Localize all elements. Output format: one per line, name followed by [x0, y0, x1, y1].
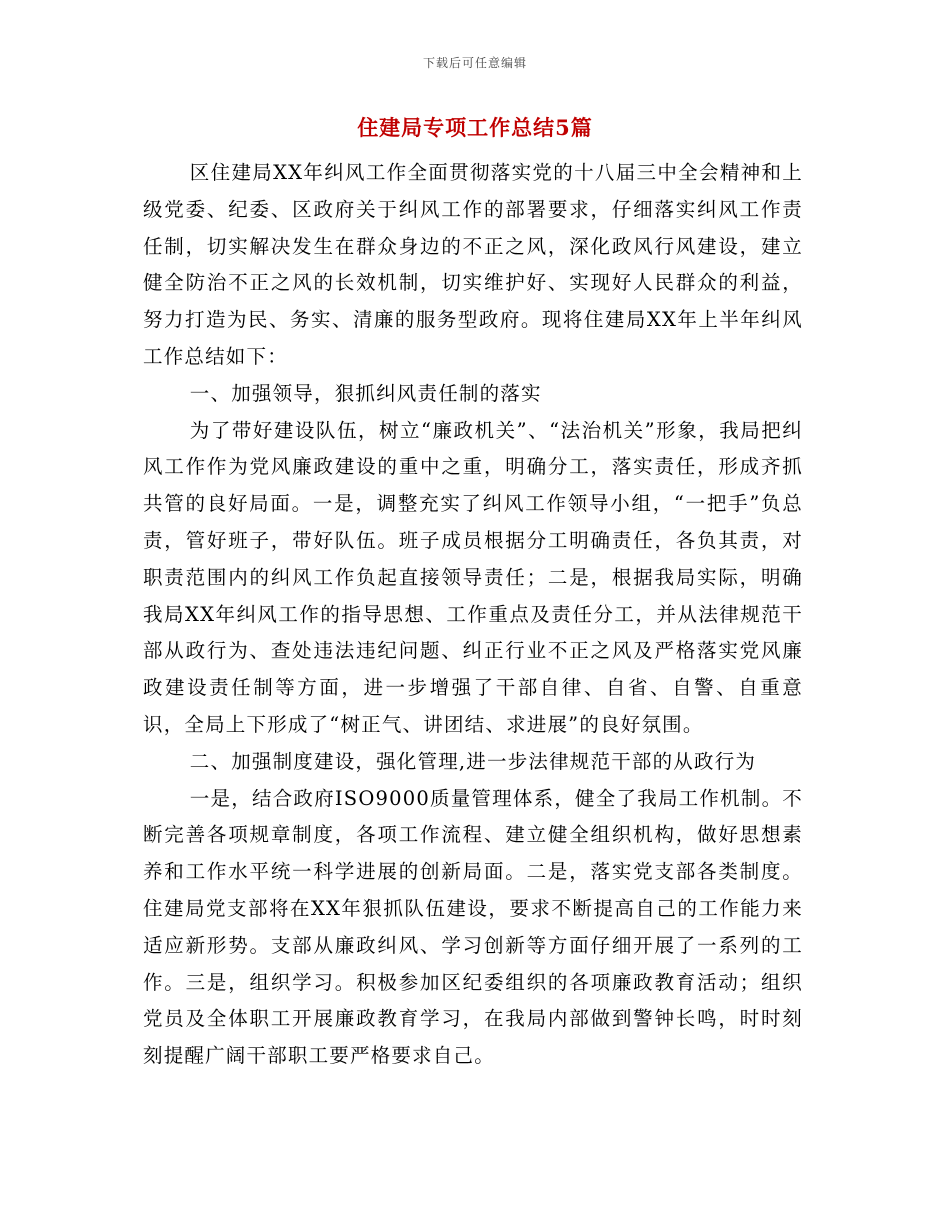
document-body: [143, 155, 803, 1075]
header-note: 下载后可任意编辑: [422, 56, 527, 70]
document-title: 住建局专项工作总结5篇: [357, 115, 593, 140]
paragraph-section-2: 一是，结合政府ISO9000质量管理体系，健全了我局工作机制。不断完善各项规章制度，各项工作流程、建立健全组织机构，做好思想素养和工作水平统一科学进展的创新局面。二是，落实党支部各类制度。住建局党支部将在XX年狠抓队伍建设，要求不断提高自己的工作能力来适应新形势。支部从廉政纠风、学习创新等方面仔细开展了一系列的工作。三是，组织学习。积极参加区纪委组织的各项廉政教育活动；组织党员及全体职工开展廉政教育学习，在我局内部做到警钟长鸣，时时刻刻提醒广阔干部职工要严格要求自己。: [143, 786, 803, 1068]
paragraph-intro: 区住建局XX年纠风工作全面贯彻落实党的十八届三中全会精神和上级党委、纪委、区政府关于纠风工作的部署要求，仔细落实纠风工作责任制，切实解决发生在群众身边的不正之风，深化政风行风建设，建立健全防治不正之风的长效机制，切实维护好、实现好人民群众的利益，努力打造为民、务实、清廉的服务型政府。现将住建局XX年上半年纠风工作总结如下：: [143, 161, 803, 368]
section-heading-1: 一、加强领导，狠抓纠风责任制的落实: [189, 381, 542, 405]
paragraph-section-1: 为了带好建设队伍，树立“廉政机关”、“法治机关”形象，我局把纠风工作作为党风廉政建设的重中之重，明确分工，落实责任，形成齐抓共管的良好局面。一是，调整充实了纠风工作领导小组，“一把手”负总责，管好班子，带好队伍。班子成员根据分工明确责任，各负其责，对职责范围内的纠风工作负起直接领导责任；二是，根据我局实际，明确我局XX年纠风工作的指导思想、工作重点及责任分工，并从法律规范干部从政行为、查处违法违纪问题、纠正行业不正之风及严格落实党风廉政建设责任制等方面，进一步增强了干部自律、自省、自警、自重意识，全局上下形成了“树正气、讲团结、求进展”的良好氛围。: [143, 418, 803, 736]
section-heading-2: 二、加强制度建设，强化管理,进一步法律规范干部的从政行为: [189, 749, 757, 773]
